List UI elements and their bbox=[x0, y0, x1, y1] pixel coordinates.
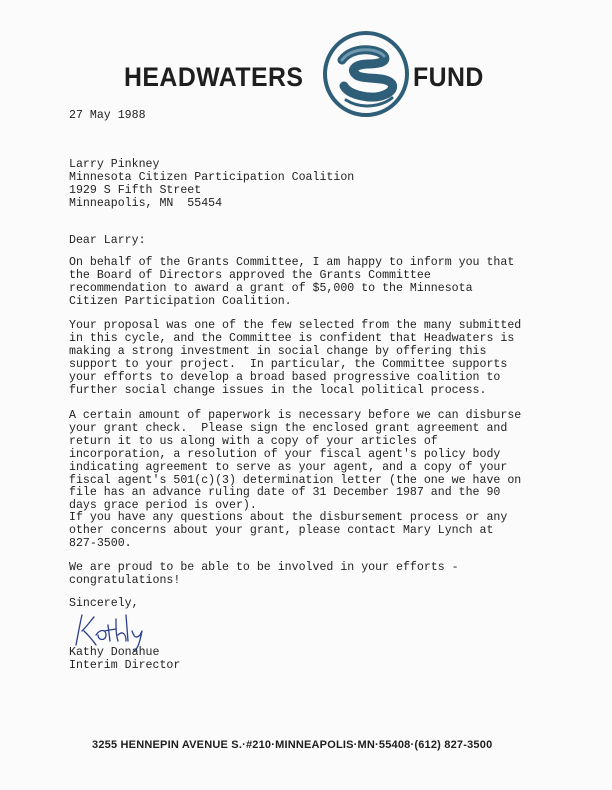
signer-name: Kathy Donahue bbox=[69, 646, 160, 659]
brand-name-left: HEADWATERS bbox=[124, 62, 304, 92]
body-paragraph: If you have any questions about the disbursement process or any other concerns about your grant, please contact Mary Lynch at 827-3500. bbox=[69, 511, 508, 550]
signer-block bbox=[69, 647, 180, 673]
letter-date: 27 May 1988 bbox=[69, 109, 146, 122]
letterhead bbox=[0, 24, 612, 104]
recipient-organization: Minnesota Citizen Participation Coalition bbox=[69, 170, 355, 184]
closing: Sincerely, bbox=[69, 597, 139, 610]
recipient-name: Larry Pinkney bbox=[69, 158, 160, 171]
brand-name-right: FUND bbox=[413, 62, 484, 92]
recipient-city: Minneapolis, MN 55454 bbox=[69, 196, 223, 210]
body-paragraph: We are proud to be able to be involved in your efforts - congratulations! bbox=[69, 561, 459, 587]
salutation: Dear Larry: bbox=[69, 234, 146, 247]
body-paragraph: Your proposal was one of the few selected from the many submitted in this cycle, and the Committee is confident that Headwaters is making a strong investment in social change by offering this support to your project. In particular, the Committee supports your efforts to develop a broad based progressive coalition to further social change issues in the local political process. bbox=[69, 319, 522, 397]
footer-address: 3255 HENNEPIN AVENUE S.·#210·MINNEAPOLIS·MN·55408·(612) 827-3500 bbox=[92, 739, 493, 751]
recipient-address bbox=[69, 159, 354, 211]
body-paragraph: On behalf of the Grants Committee, I am happy to inform you that the Board of Directors approved the Grants Committee recommendation to award a grant of $5,000 to the Minnesota Citizen Participation Coalition. bbox=[69, 256, 515, 308]
recipient-street: 1929 S Fifth Street bbox=[69, 183, 202, 197]
river-serpent-logo-icon bbox=[322, 30, 410, 118]
signer-title: Interim Director bbox=[69, 658, 181, 672]
body-paragraph: A certain amount of paperwork is necessary before we can disburse your grant check. Please sign the enclosed grant agreement and return it to us along with a copy of your articles of incorporation, a resolution of your fiscal agent's policy body indicating agreement to serve as your agent, and a copy of your fiscal agent's 501(c)(3) determination letter (the one we have on file has an advance ruling date of 31 December 1987 and the 90 days grace period is over). bbox=[69, 409, 522, 513]
